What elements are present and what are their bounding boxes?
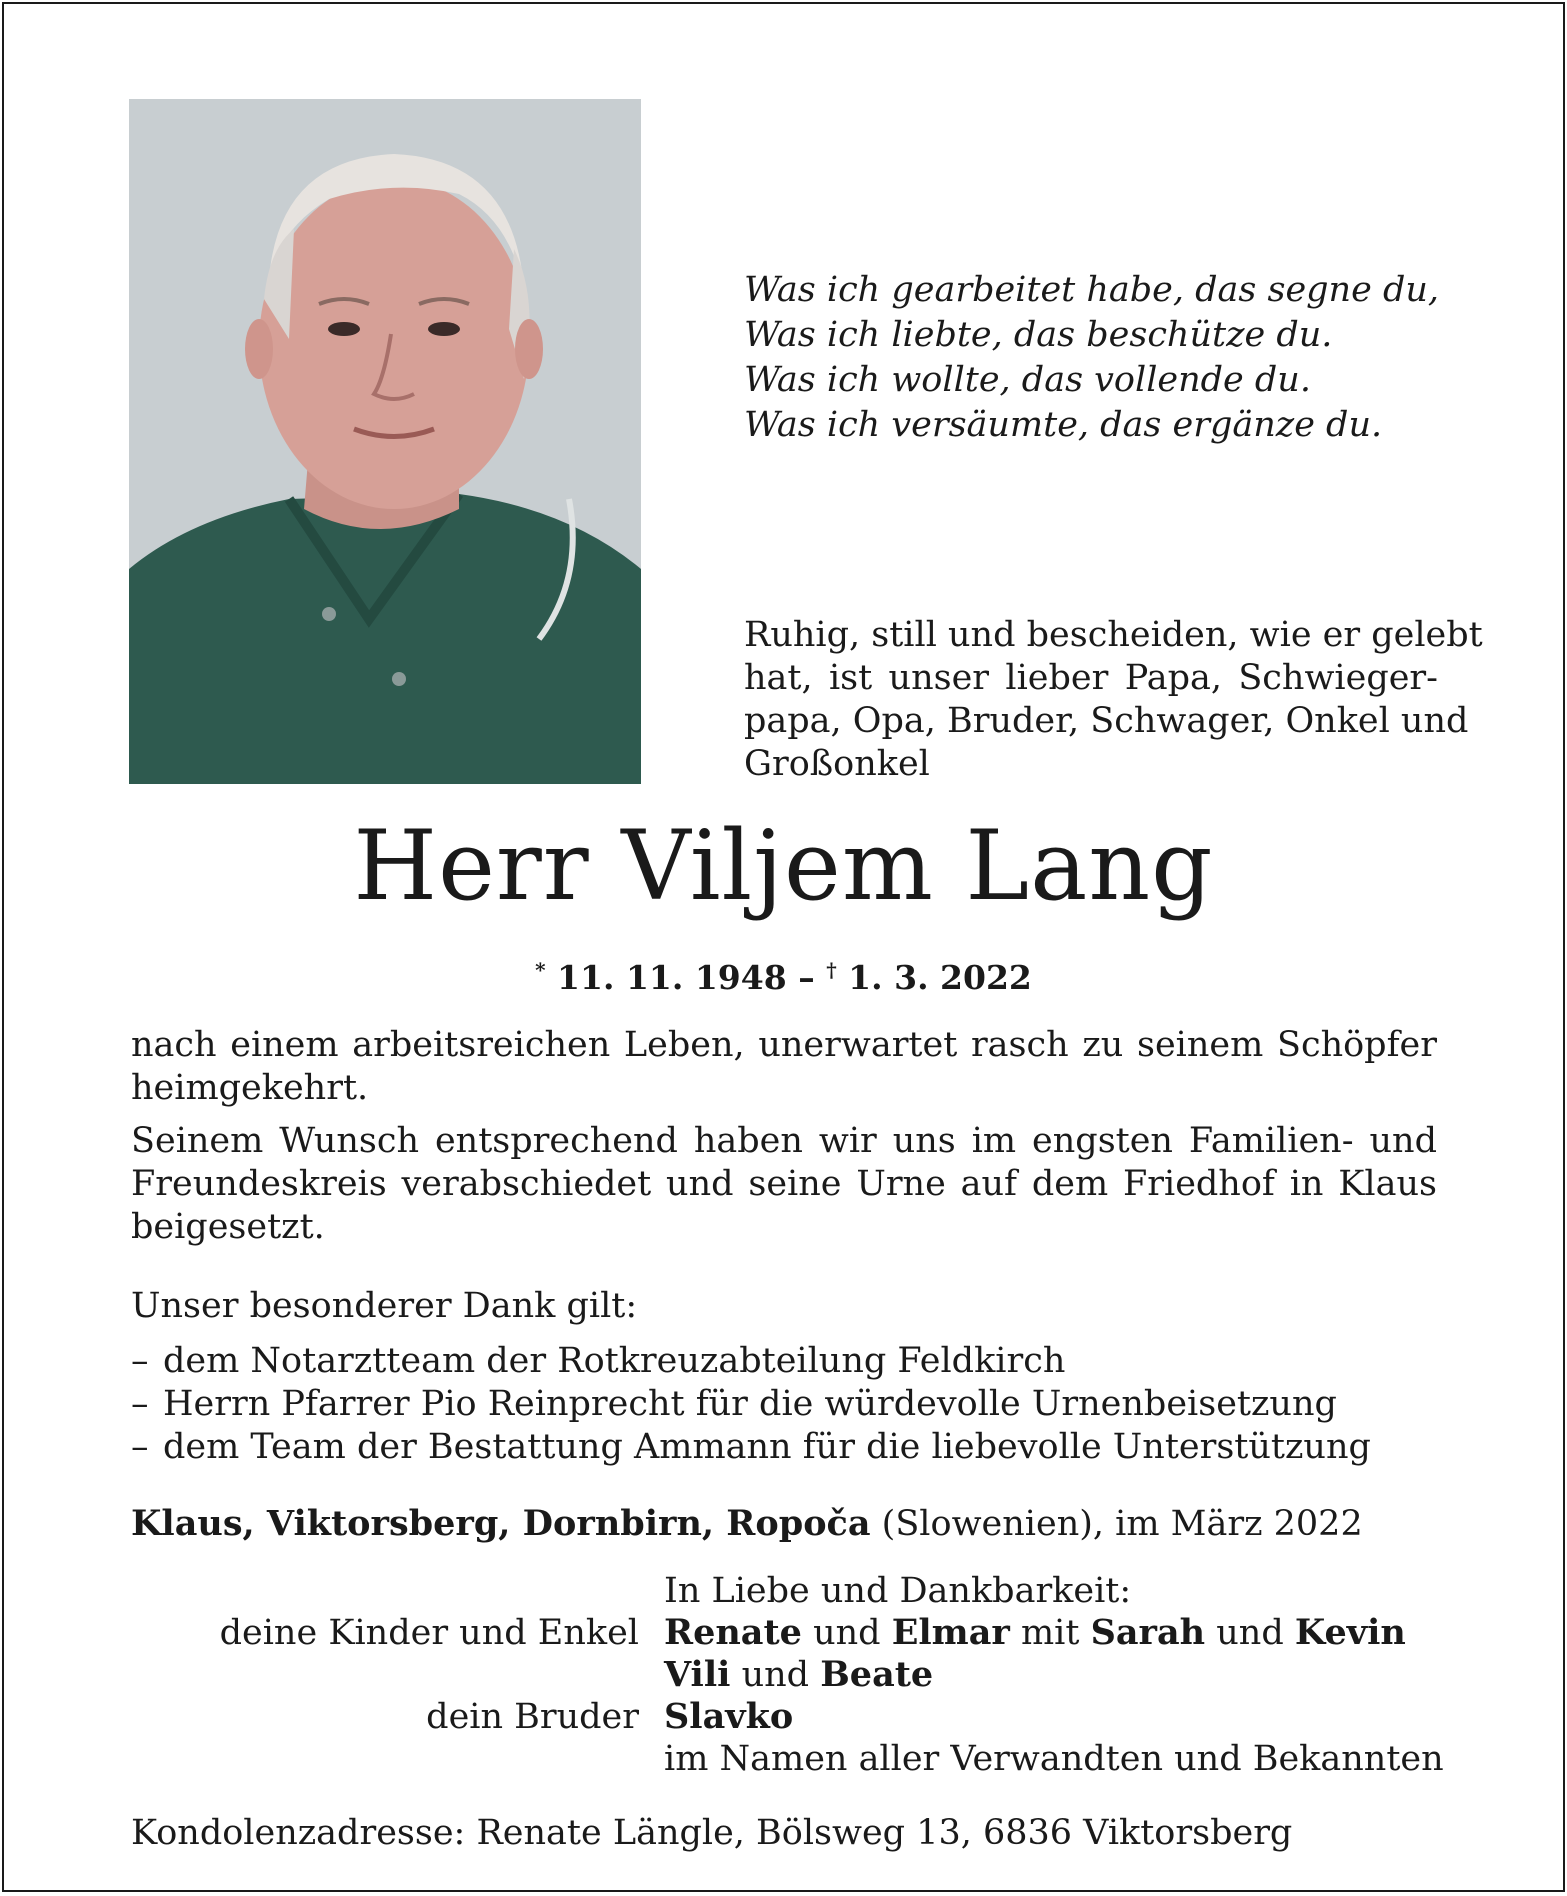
paragraph-funeral <box>131 1120 1437 1249</box>
intro-line: Großonkel <box>744 744 930 784</box>
paragraph-line: nach einem arbeitsreichen Leben, unerwartet rasch zu seinem Schöpfer <box>131 1025 1437 1065</box>
intro-paragraph <box>744 614 1483 786</box>
conjunction: mit <box>1020 1613 1080 1653</box>
signatures-closing: im Namen aller Verwandten und Bekannten <box>664 1739 1444 1779</box>
places-and-date <box>131 1502 1491 1546</box>
portrait-photo <box>129 99 641 784</box>
children-names <box>664 1612 1406 1654</box>
deceased-name: Herr Viljem Lang <box>353 810 1214 922</box>
intro-line: papa, Opa, Bruder, Schwager, Onkel und <box>744 701 1469 741</box>
poem-line: Was ich liebte, das beschütze du. <box>744 315 1333 355</box>
poem-line: Was ich gearbeitet habe, das segne du, <box>744 270 1440 310</box>
thanks-item-text: dem Notarztteam der Rotkreuzabteilung Feldkirch <box>163 1341 1066 1381</box>
birth-symbol: * <box>535 958 546 982</box>
conjunction: und <box>813 1613 881 1653</box>
paragraph-announcement <box>131 1024 1437 1110</box>
conjunction: und <box>741 1655 810 1695</box>
birth-date: 11. 11. 1948 <box>557 958 787 997</box>
date-separator: – <box>798 958 815 997</box>
intro-line: hat, ist unser lieber Papa, Schwieger- <box>744 658 1438 698</box>
death-date: 1. 3. 2022 <box>848 958 1032 997</box>
children-names-line2 <box>664 1654 933 1696</box>
places-date: , im März 2022 <box>1092 1504 1363 1544</box>
grandchild-name: Kevin <box>1294 1612 1406 1653</box>
thanks-item-text: Herrn Pfarrer Pio Reinprecht für die würdevolle Urnenbeisetzung <box>163 1384 1337 1424</box>
death-symbol: † <box>826 958 837 982</box>
poem-line: Was ich versäumte, das ergänze du. <box>744 405 1383 445</box>
thanks-heading: Unser besonderer Dank gilt: <box>131 1286 638 1326</box>
paragraph-line: Freundeskreis verabschiedet und seine Urne auf dem Friedhof in Klaus <box>131 1164 1437 1204</box>
brother-name-text: Slavko <box>664 1696 794 1737</box>
children-label: deine Kinder und Enkel <box>219 1613 639 1653</box>
condolence-address: Kondolenzadresse: Renate Längle, Bölsweg 13, 6836 Viktorsberg <box>131 1813 1293 1853</box>
child-name: Elmar <box>891 1612 1010 1653</box>
child-name: Beate <box>820 1654 934 1695</box>
life-dates <box>0 948 1567 1000</box>
thanks-item-text: dem Team der Bestattung Ammann für die liebevolle Unterstützung <box>163 1427 1371 1467</box>
signatures-intro: In Liebe und Dankbarkeit: <box>664 1571 1132 1611</box>
thanks-list <box>131 1340 1491 1469</box>
child-name: Vili <box>664 1654 731 1695</box>
paragraph-line: beigesetzt. <box>131 1207 325 1247</box>
thanks-item: – Herrn Pfarrer Pio Reinprecht für die würdevolle Urnenbeisetzung <box>131 1384 1337 1424</box>
conjunction: und <box>1216 1613 1284 1653</box>
thanks-item: – dem Notarztteam der Rotkreuzabteilung Feldkirch <box>131 1341 1066 1381</box>
places-towns: Klaus, Viktorsberg, Dornbirn, Ropoča <box>131 1503 871 1544</box>
grandchild-name: Sarah <box>1090 1612 1206 1653</box>
child-name: Renate <box>664 1612 802 1653</box>
poem-line: Was ich wollte, das vollende du. <box>744 360 1311 400</box>
paragraph-line: heimgekehrt. <box>131 1068 369 1108</box>
places-country: (Slowenien) <box>881 1504 1093 1544</box>
brother-label: dein Bruder <box>426 1697 639 1737</box>
brother-name <box>664 1696 793 1738</box>
thanks-item: – dem Team der Bestattung Ammann für die liebevolle Unterstützung <box>131 1427 1371 1467</box>
paragraph-line: Seinem Wunsch entsprechend haben wir uns im engsten Familien- und <box>131 1121 1437 1161</box>
portrait-illustration <box>129 99 641 784</box>
intro-line: Ruhig, still und bescheiden, wie er gelebt <box>744 615 1483 655</box>
poem <box>744 268 1464 448</box>
